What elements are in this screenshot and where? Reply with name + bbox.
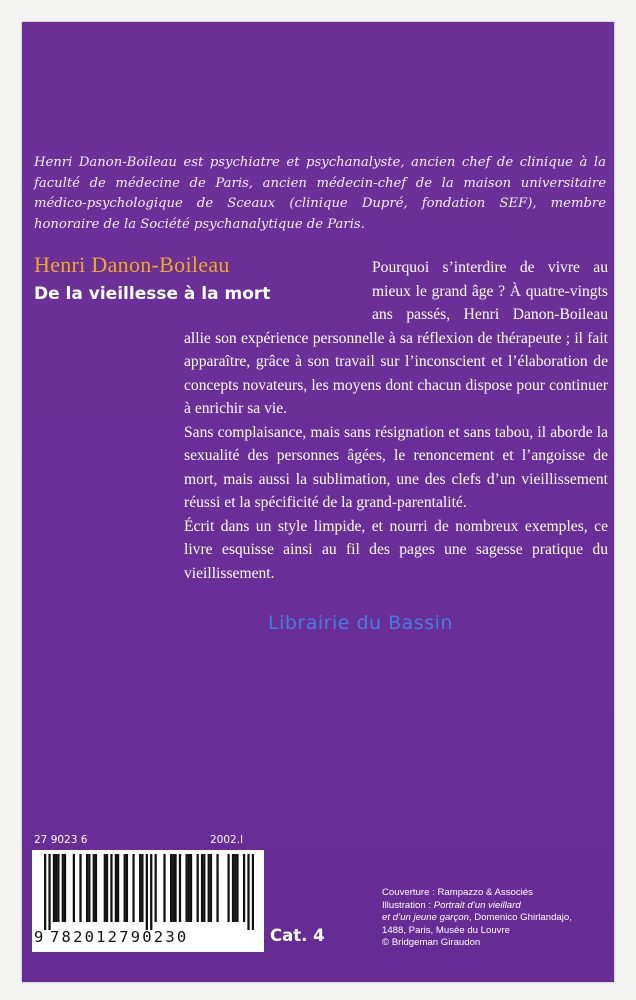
barcode xyxy=(32,850,264,952)
barcode-bar xyxy=(210,854,212,922)
barcode-bar xyxy=(185,854,187,922)
author-bio: Henri Danon-Boileau est psychiatre et psychanalyste, ancien chef de clinique à la faculté de médecine de Paris, ancien médecin-chef de la maison universitaire médico-psychologique de Sceaux (clinique Dupré, fondation SEF), membre honoraire de la Société psychanalytique de Paris. xyxy=(34,155,606,232)
barcode-bar xyxy=(88,854,90,922)
edition-code: 2002.I xyxy=(210,834,244,846)
category-label: Cat. 4 xyxy=(270,926,325,945)
barcode-bar xyxy=(155,854,157,922)
barcode-bar xyxy=(232,854,234,922)
barcode-bar xyxy=(73,854,75,922)
credit-illustration-title-cont: et d’un jeune garçon xyxy=(382,912,469,924)
credit-cover: Couverture : Rampazzo & Associés xyxy=(382,887,533,898)
barcode-bar xyxy=(172,854,174,922)
barcode-bar xyxy=(132,854,134,922)
barcode-bar xyxy=(57,854,59,922)
barcode-bar xyxy=(124,854,126,922)
barcode-bar xyxy=(150,854,152,930)
barcode-bar xyxy=(53,854,55,922)
barcode-bar xyxy=(55,854,57,922)
barcode-bar xyxy=(247,854,249,930)
barcode-bar xyxy=(146,854,148,930)
barcode-bar xyxy=(201,854,203,922)
barcode-bar xyxy=(95,854,97,922)
barcode-bar xyxy=(190,854,192,922)
barcode-bar xyxy=(179,854,181,922)
summary-paragraph-1 xyxy=(184,256,608,421)
barcode-bar xyxy=(174,854,176,922)
author-name: Henri Danon-Boileau xyxy=(34,252,230,277)
credit-illustration xyxy=(382,900,610,913)
summary-paragraph-3: Écrit dans un style limpide, et nourri de nombreux exemples, ce livre esquisse ainsi au fil des pages une sagesse pratique du vieillissement. xyxy=(184,517,608,582)
barcode-bar xyxy=(236,854,238,922)
barcode-bars-icon xyxy=(44,854,254,930)
barcode-bar xyxy=(86,854,88,922)
product-code: 27 9023 6 xyxy=(34,834,88,846)
barcode-bar xyxy=(203,854,205,922)
barcode-first-digit: 9 xyxy=(34,928,44,946)
barcode-bar xyxy=(243,854,245,922)
barcode-bar xyxy=(163,854,165,922)
back-cover xyxy=(22,22,614,982)
barcode-bar xyxy=(117,854,119,922)
credit-illustration-title: Portrait d’un vieillard xyxy=(433,899,521,911)
barcode-bar xyxy=(62,854,64,922)
barcode-bar xyxy=(106,854,108,922)
summary-paragraph-2: Sans complaisance, mais sans résignation et sans tabou, il aborde la sexualité des personnes âgées, le renoncement et l’angoisse de mort, mais aussi la sublimation, une des clefs d’un vieillissement réussi et la spécificité de la grand-parentalité. xyxy=(184,423,608,511)
credit-illustration-prefix: Illustration : xyxy=(382,899,434,911)
barcode-digits: 782012790230 xyxy=(50,928,189,946)
barcode-bar xyxy=(44,854,46,930)
barcode-bar xyxy=(115,854,117,922)
barcode-bar xyxy=(126,854,128,922)
book-title: De la vieillesse à la mort xyxy=(34,284,271,304)
barcode-bar xyxy=(252,854,254,930)
title-spacer xyxy=(184,256,372,326)
credit-location: 1488, Paris, Musée du Louvre xyxy=(382,924,510,936)
barcode-bar xyxy=(188,854,190,922)
credit-copyright: © Bridgeman Giraudon xyxy=(382,937,481,949)
book-summary xyxy=(184,256,608,585)
barcode-bar xyxy=(93,854,95,922)
barcode-bar xyxy=(110,854,112,922)
barcode-bar xyxy=(170,854,172,922)
bookseller-watermark: Librairie du Bassin xyxy=(268,612,453,634)
summary-text-1: Pourquoi s’interdire de vivre au mieux le grand âge ? À quatre-vingts ans passés, Henri Danon-Boileau allie son expérience personnelle à sa réflexion de thérapeute ; il fait apparaître, grâce à son travail sur l’inconscient et l’élaboration de concepts novateurs, les moyens dont chacun dispose pour continuer à enrichir sa vie. xyxy=(184,259,608,417)
barcode-bar xyxy=(216,854,218,922)
barcode-bar xyxy=(64,854,66,922)
barcode-bar xyxy=(234,854,236,922)
barcode-bar xyxy=(79,854,81,922)
barcode-bar xyxy=(104,854,106,922)
barcode-bar xyxy=(227,854,229,922)
barcode-bar xyxy=(141,854,143,922)
barcode-bar xyxy=(139,854,141,922)
credit-artist: , Domenico Ghirlandajo, xyxy=(468,912,572,924)
barcode-bar xyxy=(208,854,210,922)
barcode-bar xyxy=(197,854,199,922)
credit-illustration-cont xyxy=(382,912,610,925)
barcode-bar xyxy=(48,854,50,930)
cover-credits xyxy=(382,887,610,950)
